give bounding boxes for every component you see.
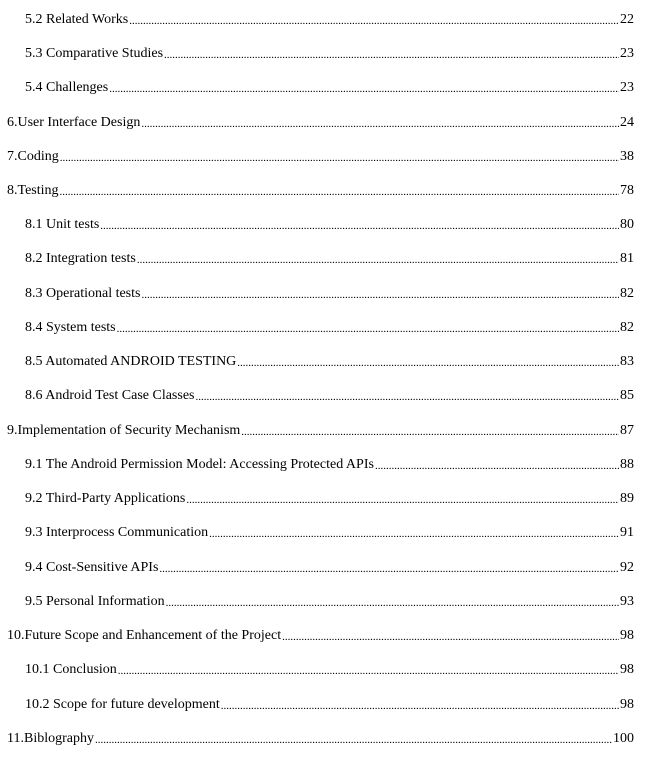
toc-entry-page: 98 <box>620 628 634 643</box>
dot-leader <box>118 660 619 682</box>
dot-leader <box>129 10 619 32</box>
toc-entry-title: 5.2 Related Works <box>25 12 129 27</box>
toc-entry-page: 98 <box>620 697 634 712</box>
dot-leader <box>186 489 619 511</box>
toc-entry-title: 8.3 Operational tests <box>25 286 141 301</box>
dot-leader <box>282 626 619 648</box>
toc-entry-page: 91 <box>620 525 634 540</box>
toc-entry-title: 8.6 Android Test Case Classes <box>25 388 195 403</box>
toc-entry-title: 9.4 Cost-Sensitive APIs <box>25 560 159 575</box>
toc-entry-page: 24 <box>620 115 634 130</box>
toc-entry-page: 93 <box>620 594 634 609</box>
toc-entry-8-4 <box>0 317 667 339</box>
toc-entry-6 <box>0 112 667 134</box>
toc-entry-title: 8.2 Integration tests <box>25 251 136 266</box>
dot-leader <box>209 523 619 545</box>
dot-leader <box>117 318 619 340</box>
toc-entry-title: 9.3 Interprocess Communication <box>25 525 209 540</box>
toc-entry-page: 81 <box>620 251 634 266</box>
dot-leader <box>109 78 619 100</box>
toc-entry-page: 87 <box>620 423 634 438</box>
toc-entry-title: 9.Implementation of Security Mechanism <box>7 423 241 438</box>
toc-entry-title: 8.4 System tests <box>25 320 116 335</box>
toc-entry-8-3 <box>0 283 667 305</box>
toc-entry-9-5 <box>0 591 667 613</box>
toc-entry-8-5 <box>0 351 667 373</box>
toc-entry-title: 7.Coding <box>7 149 59 164</box>
toc-entry-9-2 <box>0 488 667 510</box>
toc-entry-page: 82 <box>620 320 634 335</box>
toc-entry-page: 23 <box>620 46 634 61</box>
dot-leader <box>159 558 619 580</box>
toc-entry-page: 85 <box>620 388 634 403</box>
toc-entry-title: 9.1 The Android Permission Model: Accessing Protected APIs <box>25 457 374 472</box>
dot-leader <box>60 147 619 169</box>
toc-entry-10-2 <box>0 694 667 716</box>
toc-entry-7 <box>0 146 667 168</box>
toc-entry-11 <box>0 728 667 750</box>
dot-leader <box>141 113 619 135</box>
dot-leader <box>375 455 619 477</box>
dot-leader <box>137 249 619 271</box>
toc-entry-9-3 <box>0 522 667 544</box>
toc-entry-5-4 <box>0 77 667 99</box>
dot-leader <box>166 592 619 614</box>
toc-entry-8-1 <box>0 214 667 236</box>
toc-entry-page: 100 <box>613 731 634 746</box>
toc-entry-title: 11.Biblography <box>7 731 94 746</box>
toc-entry-title: 5.3 Comparative Studies <box>25 46 164 61</box>
toc-entry-10 <box>0 625 667 647</box>
toc-entry-title: 10.1 Conclusion <box>25 662 117 677</box>
dot-leader <box>164 44 619 66</box>
toc-entry-10-1 <box>0 659 667 681</box>
toc-entry-title: 8.5 Automated ANDROID TESTING <box>25 354 237 369</box>
toc-entry-page: 89 <box>620 491 634 506</box>
toc-entry-page: 92 <box>620 560 634 575</box>
toc-entry-page: 83 <box>620 354 634 369</box>
toc-entry-title: 9.5 Personal Information <box>25 594 165 609</box>
toc-entry-page: 82 <box>620 286 634 301</box>
toc-entry-title: 8.Testing <box>7 183 59 198</box>
toc-entry-8-2 <box>0 248 667 270</box>
toc-entry-page: 22 <box>620 12 634 27</box>
toc-entry-9 <box>0 420 667 442</box>
toc-entry-page: 88 <box>620 457 634 472</box>
toc-entry-page: 23 <box>620 80 634 95</box>
toc-entry-8 <box>0 180 667 202</box>
toc-entry-title: 9.2 Third-Party Applications <box>25 491 186 506</box>
toc-entry-page: 78 <box>620 183 634 198</box>
toc-entry-page: 38 <box>620 149 634 164</box>
dot-leader <box>141 284 619 306</box>
dot-leader <box>195 386 619 408</box>
dot-leader <box>100 215 619 237</box>
dot-leader <box>241 421 619 443</box>
dot-leader <box>221 695 619 717</box>
dot-leader <box>60 181 619 203</box>
toc-entry-8-6 <box>0 385 667 407</box>
toc-entry-9-1 <box>0 454 667 476</box>
toc-entry-page: 80 <box>620 217 634 232</box>
toc-entry-page: 98 <box>620 662 634 677</box>
dot-leader <box>237 352 619 374</box>
toc-entry-title: 10.Future Scope and Enhancement of the Project <box>7 628 282 643</box>
toc-entry-title: 5.4 Challenges <box>25 80 109 95</box>
toc-entry-title: 6.User Interface Design <box>7 115 141 130</box>
toc-entry-5-2 <box>0 9 667 31</box>
toc-entry-5-3 <box>0 43 667 65</box>
dot-leader <box>95 729 612 751</box>
toc-entry-title: 8.1 Unit tests <box>25 217 100 232</box>
toc-entry-title: 10.2 Scope for future development <box>25 697 220 712</box>
toc-entry-9-4 <box>0 557 667 579</box>
